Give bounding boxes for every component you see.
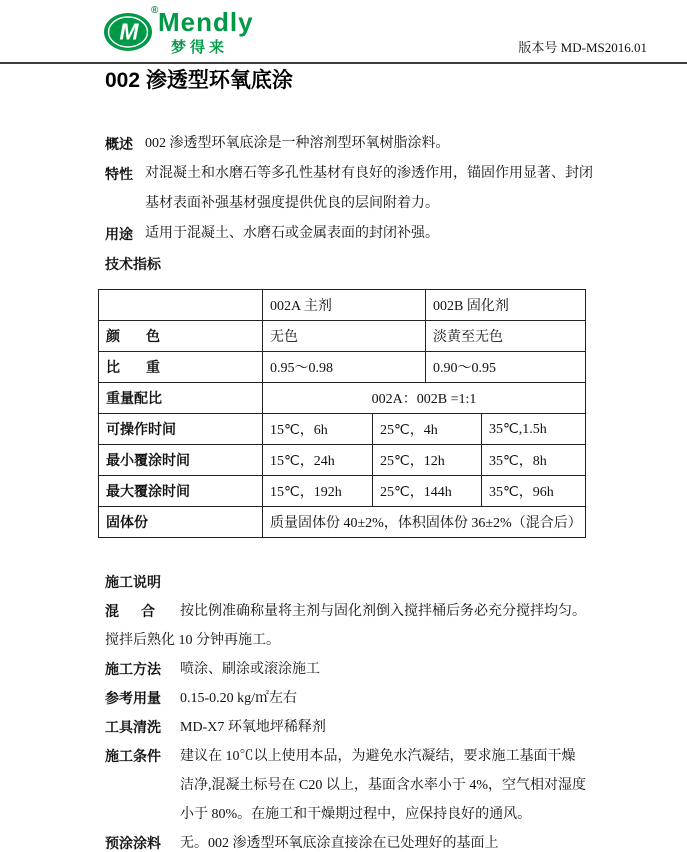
gravity-b: 0.90～0.95 bbox=[426, 352, 586, 383]
table-row-color bbox=[99, 321, 586, 352]
table-row-header bbox=[99, 290, 586, 321]
dosage-row bbox=[105, 684, 687, 713]
solids-value: 质量固体份 40±2%，体积固体份 36±2%（混合后） bbox=[263, 507, 586, 538]
ratio-label: 重量配比 bbox=[99, 383, 263, 414]
table-row-ratio bbox=[99, 383, 586, 414]
header-empty-cell bbox=[99, 290, 263, 321]
color-b: 淡黄至无色 bbox=[426, 321, 586, 352]
table-row-min-recoat bbox=[99, 445, 586, 476]
ratio-value: 002A：002B =1:1 bbox=[263, 383, 586, 414]
construction-section bbox=[105, 597, 687, 852]
precoat-text: 无。002 渗透型环氧底涂直接涂在已处理好的基面上 bbox=[180, 836, 499, 851]
cleaning-label: 工具清洗 bbox=[105, 719, 161, 735]
conditions-label: 施工条件 bbox=[105, 748, 161, 764]
overview-text: 002 渗透型环氧底涂是一种溶剂型环氧树脂涂料。 bbox=[145, 136, 450, 151]
usage-row bbox=[105, 219, 687, 249]
conditions-line-2: 洁净,混凝土标号在 C20 以上，基面含水率小于 4%，空气相对湿度 bbox=[180, 778, 586, 793]
overview-label: 概述 bbox=[105, 136, 133, 152]
row-label bbox=[99, 352, 263, 383]
svg-text:M: M bbox=[119, 18, 139, 45]
max-recoat-35c: 35℃，96h bbox=[482, 476, 586, 507]
precoat-row bbox=[105, 829, 687, 852]
color-label: 颜色 bbox=[106, 328, 160, 344]
dosage-text: 0.15-0.20 kg/㎡左右 bbox=[180, 691, 298, 706]
gravity-label: 比重 bbox=[106, 359, 160, 375]
method-row bbox=[105, 655, 687, 684]
tech-indicators-heading: 技术指标 bbox=[105, 256, 161, 272]
conditions-line-3: 小于 80%。在施工和干燥期过程中，应保持良好的通风。 bbox=[180, 807, 532, 822]
min-recoat-15c: 15℃，24h bbox=[263, 445, 373, 476]
mix-label: 混合 bbox=[105, 603, 155, 619]
mix-text-line1: 按比例准确称量将主剂与固化剂倒入搅拌桶后务必充分搅拌均匀。 bbox=[180, 604, 586, 619]
features-text: 对混凝土和水磨石等多孔性基材有良好的渗透作用，锚固作用显著、封闭基材表面补强基材强度提供优良的层间附着力。 bbox=[145, 166, 593, 211]
solids-label: 固体份 bbox=[99, 507, 263, 538]
method-label: 施工方法 bbox=[105, 661, 161, 677]
color-a: 无色 bbox=[263, 321, 426, 352]
max-recoat-label: 最大覆涂时间 bbox=[99, 476, 263, 507]
precoat-label: 预涂涂料 bbox=[105, 835, 161, 851]
table-row-solids bbox=[99, 507, 586, 538]
min-recoat-label: 最小覆涂时间 bbox=[99, 445, 263, 476]
table-row-pot-life bbox=[99, 414, 586, 445]
brand-name: Mendly bbox=[158, 7, 254, 37]
pot-life-15c: 15℃，6h bbox=[263, 414, 373, 445]
max-recoat-15c: 15℃，192h bbox=[263, 476, 373, 507]
min-recoat-25c: 25℃，12h bbox=[373, 445, 482, 476]
pot-life-label: 可操作时间 bbox=[99, 414, 263, 445]
page-title: 002 渗透型环氧底涂 bbox=[105, 69, 293, 92]
usage-text: 适用于混凝土、水磨石或金属表面的封闭补强。 bbox=[145, 226, 439, 241]
cleaning-text: MD-X7 环氧地坪稀释剂 bbox=[180, 720, 326, 735]
conditions-line-1: 建议在 10℃以上使用本品，为避免水汽凝结，要求施工基面干燥 bbox=[180, 749, 576, 764]
mix-text-line2: 搅拌后熟化 10 分钟再施工。 bbox=[105, 633, 280, 648]
min-recoat-35c: 35℃，8h bbox=[482, 445, 586, 476]
version-number: 版本号 MD-MS2016.01 bbox=[518, 40, 647, 55]
table-row-gravity bbox=[99, 352, 586, 383]
pot-life-35c: 35℃,1.5h bbox=[482, 414, 586, 445]
usage-label: 用途 bbox=[105, 226, 133, 242]
table-row-max-recoat bbox=[99, 476, 586, 507]
features-label: 特性 bbox=[105, 166, 133, 182]
spec-table bbox=[98, 289, 586, 538]
pot-life-25c: 25℃，4h bbox=[373, 414, 482, 445]
gravity-a: 0.95～0.98 bbox=[263, 352, 426, 383]
registered-trademark-icon: ® bbox=[151, 5, 159, 16]
cleaning-row bbox=[105, 713, 687, 742]
overview-row bbox=[105, 129, 687, 159]
header-col-b: 002B 固化剂 bbox=[426, 290, 586, 321]
construction-heading: 施工说明 bbox=[105, 574, 161, 590]
method-text: 喷涂、刷涂或滚涂施工 bbox=[180, 662, 320, 677]
header-col-a: 002A 主剂 bbox=[263, 290, 426, 321]
features-row bbox=[105, 159, 687, 219]
row-label bbox=[99, 321, 263, 352]
conditions-text bbox=[180, 742, 586, 829]
brand-name-chinese: 梦得来 bbox=[171, 39, 229, 56]
mix-row bbox=[105, 597, 687, 626]
max-recoat-25c: 25℃，144h bbox=[373, 476, 482, 507]
dosage-label: 参考用量 bbox=[105, 690, 161, 706]
conditions-row bbox=[105, 742, 687, 829]
